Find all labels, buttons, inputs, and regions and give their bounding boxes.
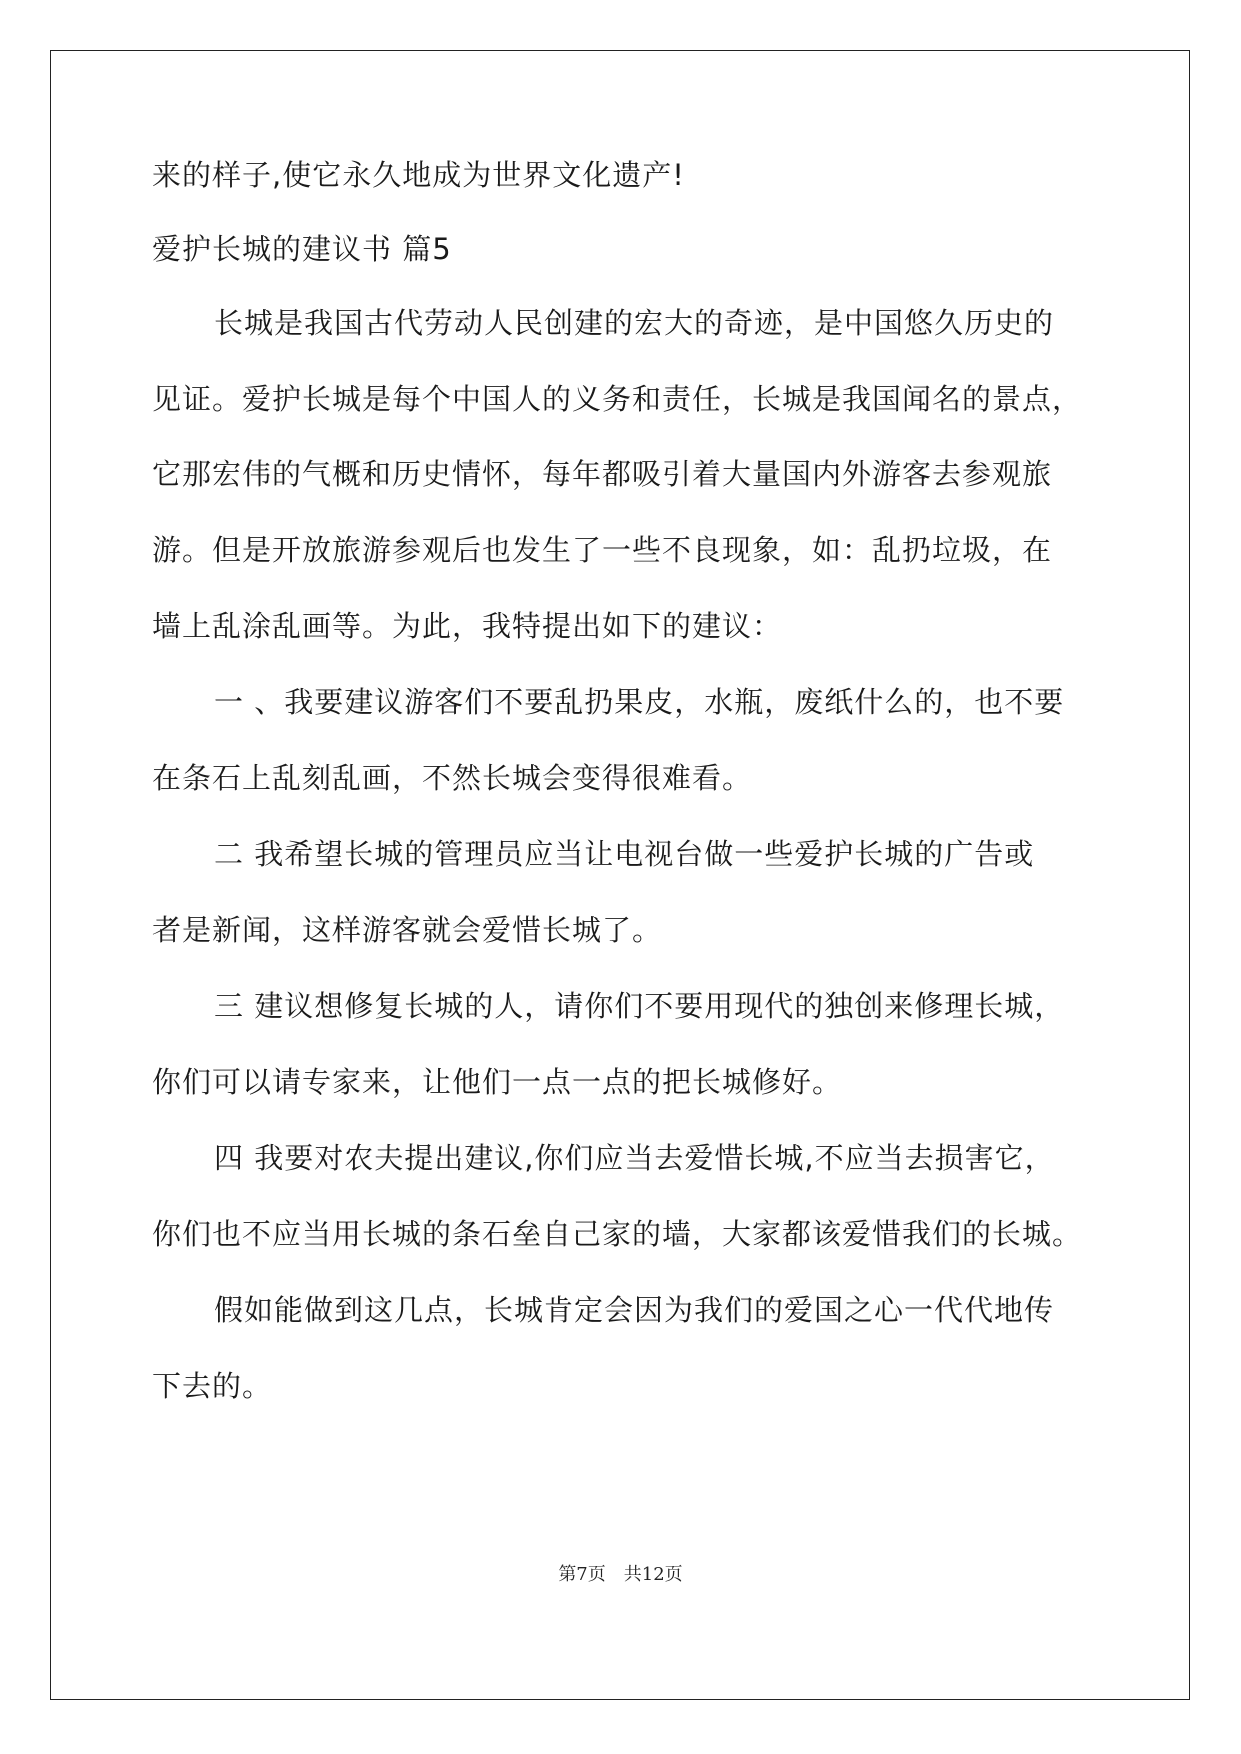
paragraph-line: 墙上乱涂乱画等。为此，我特提出如下的建议： <box>152 609 783 643</box>
page-border <box>50 50 1190 1700</box>
paragraph-line: 一 、我要建议游客们不要乱扔果皮，水瓶，废纸什么的，也不要 <box>214 685 1065 719</box>
text-line: 来的样子,使它永久地成为世界文化遗产! <box>152 158 685 192</box>
paragraph-line: 见证。爱护长城是每个中国人的义务和责任，长城是我国闻名的景点， <box>152 382 1083 416</box>
page-number-footer: 第7页 共12页 <box>558 1564 683 1585</box>
section-heading: 爱护长城的建议书 篇5 <box>152 232 452 266</box>
paragraph-line: 假如能做到这几点，长城肯定会因为我们的爱国之心一代代地传 <box>214 1293 1055 1327</box>
paragraph-line: 长城是我国古代劳动人民创建的宏大的奇迹，是中国悠久历史的 <box>214 306 1055 340</box>
paragraph-line: 四 我要对农夫提出建议,你们应当去爱惜长城,不应当去损害它， <box>214 1141 1055 1175</box>
paragraph-line: 二 我希望长城的管理员应当让电视台做一些爱护长城的广告或 <box>214 837 1035 871</box>
paragraph-line: 你们也不应当用长城的条石垒自己家的墙，大家都该爱惜我们的长城。 <box>152 1217 1083 1251</box>
paragraph-line: 三 建议想修复长城的人，请你们不要用现代的独创来修理长城， <box>214 989 1065 1023</box>
paragraph-line: 游。但是开放旅游参观后也发生了一些不良现象，如：乱扔垃圾，在 <box>152 533 1053 567</box>
paragraph-line: 你们可以请专家来，让他们一点一点的把长城修好。 <box>152 1065 843 1099</box>
paragraph-line: 在条石上乱刻乱画，不然长城会变得很难看。 <box>152 761 753 795</box>
paragraph-line: 者是新闻，这样游客就会爱惜长城了。 <box>152 913 663 947</box>
paragraph-line: 下去的。 <box>152 1369 273 1403</box>
paragraph-line: 它那宏伟的气概和历史情怀，每年都吸引着大量国内外游客去参观旅 <box>152 457 1053 491</box>
